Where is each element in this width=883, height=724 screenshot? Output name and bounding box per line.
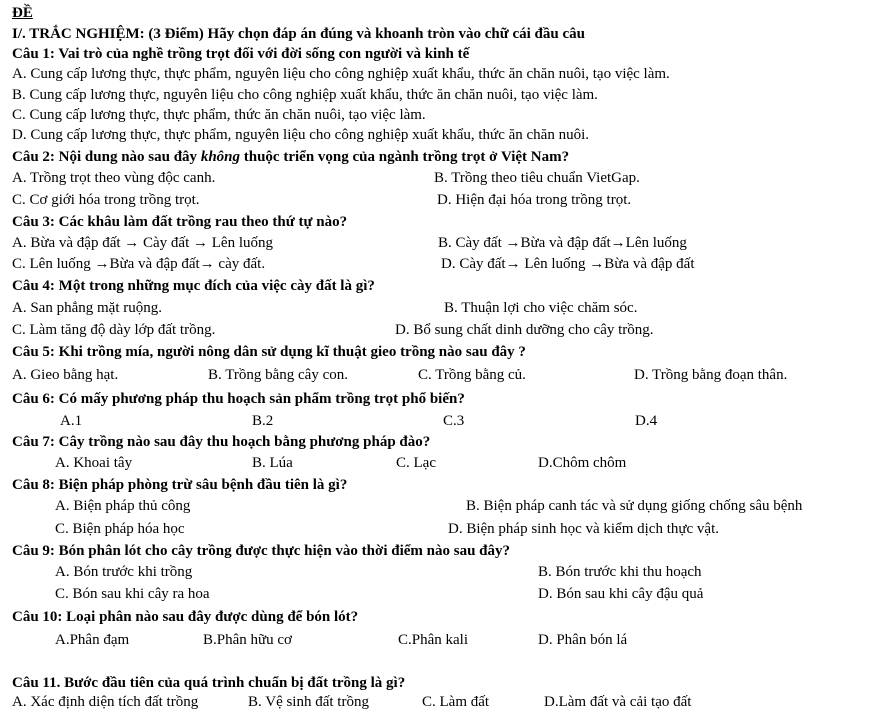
question-6: Câu 6: Có mấy phương pháp thu hoạch sản phẩm trồng trọt phổ biến? [12, 391, 465, 407]
q11-option-b: B. Vệ sinh đất trồng [248, 694, 369, 710]
q5-option-b: B. Trồng bằng cây con. [208, 367, 348, 383]
q10-option-d: D. Phân bón lá [538, 632, 628, 648]
q7-option-d: D.Chôm chôm [538, 455, 627, 471]
q4-option-a: A. San phẳng mặt ruộng. [12, 300, 162, 316]
q6-option-c: C.3 [443, 413, 465, 429]
exam-heading: ĐỀ [12, 5, 33, 21]
q1-option-b: B. Cung cấp lương thực, nguyên liệu cho công nghiệp xuất khẩu, thức ăn chăn nuôi, tạo việc làm. [12, 87, 598, 103]
q9-option-d: D. Bón sau khi cây đậu quả [538, 586, 704, 602]
q5-option-d: D. Trồng bằng đoạn thân. [634, 367, 788, 383]
question-2-pre: Câu 2: Nội dung nào sau đây [12, 149, 201, 165]
q4-option-c: C. Làm tăng độ dày lớp đất trồng. [12, 322, 216, 338]
question-2-post: thuộc triển vọng của ngành trồng trọt ở Việt Nam? [240, 149, 570, 165]
question-8: Câu 8: Biện pháp phòng trừ sâu bệnh đầu tiên là gì? [12, 477, 348, 493]
q8-option-b: B. Biện pháp canh tác và sử dụng giống chống sâu bệnh [466, 498, 803, 514]
q11-option-c: C. Làm đất [422, 694, 490, 710]
question-1: Câu 1: Vai trò của nghề trồng trọt đối với đời sống con người và kinh tế [12, 46, 470, 62]
q8-option-d: D. Biện pháp sinh học và kiểm dịch thực vật. [448, 521, 719, 537]
q6-option-d: D.4 [635, 413, 658, 429]
q7-option-b: B. Lúa [252, 455, 293, 471]
q10-option-b: B.Phân hữu cơ [203, 632, 292, 648]
q1-option-c: C. Cung cấp lương thực, thực phẩm, thức ăn chăn nuôi, tạo việc làm. [12, 107, 426, 123]
question-2 [12, 148, 569, 166]
q1-option-d: D. Cung cấp lương thực, thực phẩm, nguyên liệu cho công nghiệp xuất khẩu, thức ăn chăn nuôi. [12, 127, 589, 143]
q4-option-b: B. Thuận lợi cho việc chăm sóc. [444, 300, 638, 316]
question-2-emphasis: không [200, 149, 240, 165]
q3-option-c: C. Lên luống →Bừa và đập đất→ cày đất. [12, 256, 266, 272]
q10-option-c: C.Phân kali [398, 632, 468, 648]
q2-option-d: D. Hiện đại hóa trong trồng trọt. [437, 192, 632, 208]
q6-option-b: B.2 [252, 413, 274, 429]
q3-option-b: B. Cày đất →Bừa và đập đất→Lên luống [438, 235, 687, 251]
q3-option-a: A. Bừa và đập đất → Cày đất → Lên luống [12, 235, 273, 251]
q9-option-c: C. Bón sau khi cây ra hoa [55, 586, 210, 602]
question-11: Câu 11. Bước đầu tiên của quá trình chuẩn bị đất trồng là gì? [12, 675, 406, 691]
q5-option-c: C. Trồng bằng củ. [418, 367, 526, 383]
q10-option-a: A.Phân đạm [55, 632, 130, 648]
q5-option-a: A. Gieo bằng hạt. [12, 367, 119, 383]
question-5: Câu 5: Khi trồng mía, người nông dân sử dụng kĩ thuật gieo trồng nào sau đây ? [12, 344, 526, 360]
q6-option-a: A.1 [60, 413, 83, 429]
question-7: Câu 7: Cây trồng nào sau đây thu hoạch bằng phương pháp đào? [12, 434, 431, 450]
q3-option-d: D. Cày đất→ Lên luống →Bừa và đập đất [441, 256, 695, 272]
q8-option-a: A. Biện pháp thủ công [55, 498, 191, 514]
q1-option-a: A. Cung cấp lương thực, thực phẩm, nguyên liệu cho công nghiệp xuất khẩu, thức ăn chăn nuôi, tạo việc làm. [12, 66, 670, 82]
q11-option-a: A. Xác định diện tích đất trồng [12, 694, 199, 710]
q2-option-b: B. Trồng theo tiêu chuẩn VietGap. [434, 170, 640, 186]
q9-option-a: A. Bón trước khi trồng [55, 564, 193, 580]
question-4: Câu 4: Một trong những mục đích của việc cày đất là gì? [12, 278, 375, 294]
q7-option-c: C. Lạc [396, 455, 436, 471]
question-3: Câu 3: Các khâu làm đất trồng rau theo thứ tự nào? [12, 214, 348, 230]
q9-option-b: B. Bón trước khi thu hoạch [538, 564, 702, 580]
q4-option-d: D. Bổ sung chất dinh dưỡng cho cây trồng. [395, 322, 654, 338]
question-10: Câu 10: Loại phân nào sau đây được dùng để bón lót? [12, 609, 359, 625]
q2-option-a: A. Trồng trọt theo vùng độc canh. [12, 170, 216, 186]
q2-option-c: C. Cơ giới hóa trong trồng trọt. [12, 192, 200, 208]
q11-option-d: D.Làm đất và cải tạo đất [544, 694, 692, 710]
section-title: I/. TRẮC NGHIỆM: (3 Điểm) Hãy chọn đáp án đúng và khoanh tròn vào chữ cái đầu câu [12, 26, 585, 42]
q8-option-c: C. Biện pháp hóa học [55, 521, 185, 537]
q7-option-a: A. Khoai tây [55, 455, 133, 471]
question-9: Câu 9: Bón phân lót cho cây trồng được thực hiện vào thời điểm nào sau đây? [12, 543, 511, 559]
